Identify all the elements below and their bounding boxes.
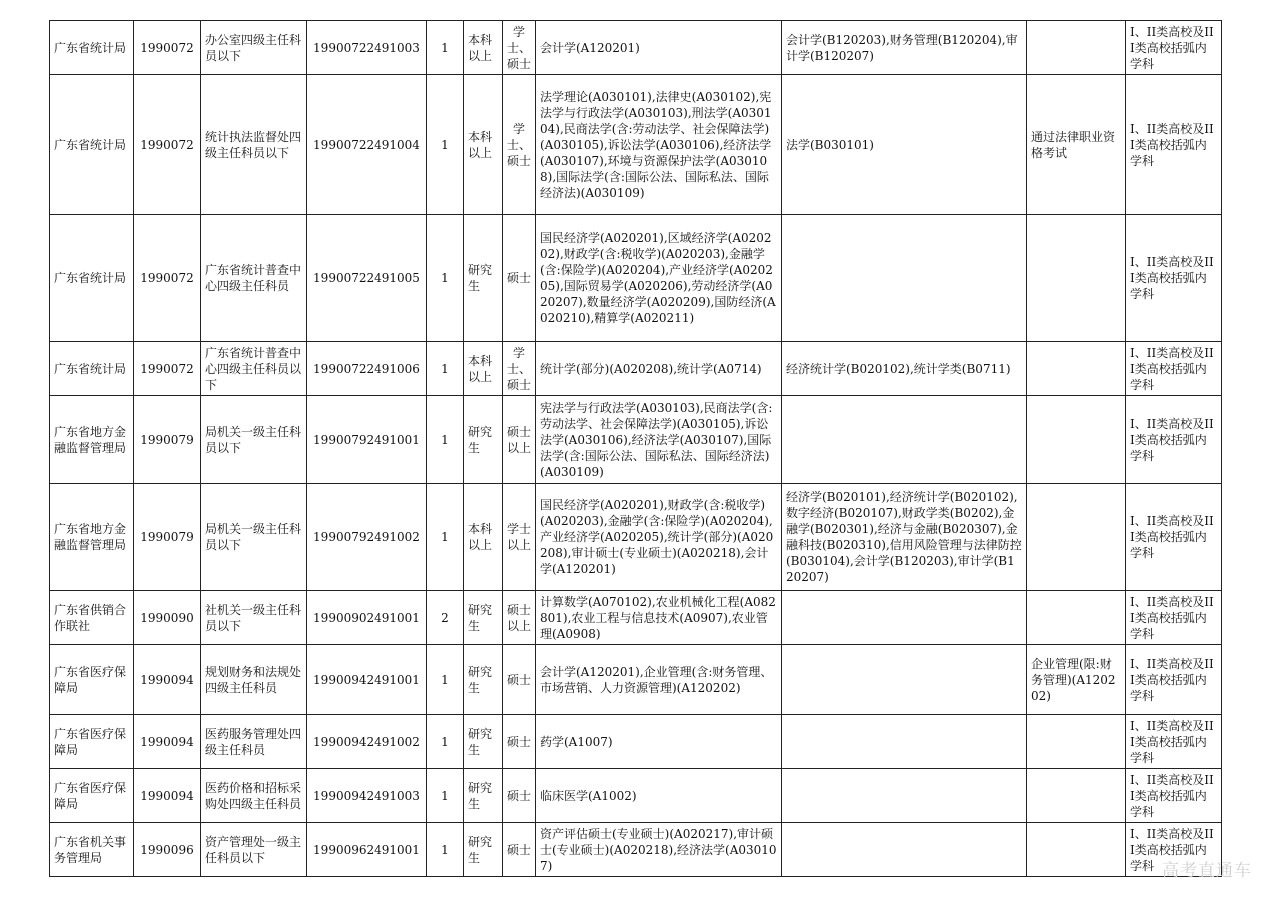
undergrad-major-cell — [782, 769, 1027, 823]
school-requirement-cell: I、II类高校及III类高校括弧内学科 — [1126, 342, 1222, 396]
position-code-cell: 19900722491006 — [307, 342, 427, 396]
hire-count-cell: 1 — [427, 396, 464, 484]
unit-code-cell: 1990094 — [134, 769, 201, 823]
other-requirement-cell — [1027, 591, 1126, 645]
position-cell: 广东省统计普查中心四级主任科员以下 — [201, 342, 307, 396]
position-cell: 社机关一级主任科员以下 — [201, 591, 307, 645]
graduate-major-cell: 国民经济学(A020201),财政学(含:税收学)(A020203),金融学(含:保险学)(A020204),产业经济学(A020205),统计学(部分)(A020208),审计硕士(专业硕士)(A020218),会计学(A120201) — [536, 484, 782, 591]
watermark-text: 高考直通车 — [1162, 861, 1252, 881]
degree-cell: 硕士 — [503, 215, 536, 342]
graduate-major-cell: 会计学(A120201) — [536, 21, 782, 75]
education-cell: 本科以上 — [464, 21, 503, 75]
school-requirement-cell: I、II类高校及III类高校括弧内学科 — [1126, 715, 1222, 769]
graduate-major-cell: 药学(A1007) — [536, 715, 782, 769]
undergrad-major-cell — [782, 823, 1027, 877]
position-code-cell: 19900722491003 — [307, 21, 427, 75]
undergrad-major-cell — [782, 396, 1027, 484]
school-requirement-cell: I、II类高校及III类高校括弧内学科 — [1126, 484, 1222, 591]
education-cell: 研究生 — [464, 215, 503, 342]
position-cell: 统计执法监督处四级主任科员以下 — [201, 75, 307, 215]
undergrad-major-cell: 法学(B030101) — [782, 75, 1027, 215]
position-cell: 规划财务和法规处四级主任科员 — [201, 645, 307, 715]
position-cell: 办公室四级主任科员以下 — [201, 21, 307, 75]
unit-code-cell: 1990072 — [134, 21, 201, 75]
undergrad-major-cell — [782, 715, 1027, 769]
table-row — [50, 823, 1222, 877]
graduate-major-cell: 资产评估硕士(专业硕士)(A020217),审计硕士(专业硕士)(A020218),经济法学(A030107) — [536, 823, 782, 877]
undergrad-major-cell: 会计学(B120203),财务管理(B120204),审计学(B120207) — [782, 21, 1027, 75]
graduate-major-cell: 法学理论(A030101),法律史(A030102),宪法学与行政法学(A030103),刑法学(A030104),民商法学(含:劳动法学、社会保障法学)(A030105),诉讼法学(A030106),经济法学(A030107),环境与资源保护法学(A030108),国际法学(含:国际公法、国际私法、国际经济法)(A030109) — [536, 75, 782, 215]
position-cell: 广东省统计普查中心四级主任科员 — [201, 215, 307, 342]
position-cell: 医药服务管理处四级主任科员 — [201, 715, 307, 769]
education-cell: 本科以上 — [464, 342, 503, 396]
position-code-cell: 19900942491003 — [307, 769, 427, 823]
undergrad-major-cell: 经济学(B020101),经济统计学(B020102),数字经济(B020107),财政学类(B0202),金融学(B020301),经济与金融(B020307),金融科技(B020310),信用风险管理与法律防控(B030104),会计学(B120203),审计学(B120207) — [782, 484, 1027, 591]
position-code-cell: 19900942491002 — [307, 715, 427, 769]
unit-cell: 广东省地方金融监督管理局 — [50, 484, 134, 591]
table-row — [50, 769, 1222, 823]
unit-cell: 广东省医疗保障局 — [50, 645, 134, 715]
hire-count-cell: 1 — [427, 75, 464, 215]
degree-cell: 硕士以上 — [503, 591, 536, 645]
table-row — [50, 484, 1222, 591]
recruitment-table — [49, 20, 1222, 877]
other-requirement-cell — [1027, 769, 1126, 823]
hire-count-cell: 1 — [427, 645, 464, 715]
graduate-major-cell: 统计学(部分)(A020208),统计学(A0714) — [536, 342, 782, 396]
unit-cell: 广东省供销合作联社 — [50, 591, 134, 645]
position-code-cell: 19900962491001 — [307, 823, 427, 877]
unit-code-cell: 1990090 — [134, 591, 201, 645]
other-requirement-cell: 企业管理(限:财务管理)(A120202) — [1027, 645, 1126, 715]
unit-code-cell: 1990079 — [134, 396, 201, 484]
other-requirement-cell — [1027, 823, 1126, 877]
unit-cell: 广东省统计局 — [50, 21, 134, 75]
other-requirement-cell: 通过法律职业资格考试 — [1027, 75, 1126, 215]
school-requirement-cell: I、II类高校及III类高校括弧内学科 — [1126, 769, 1222, 823]
unit-code-cell: 1990072 — [134, 342, 201, 396]
degree-cell: 硕士 — [503, 715, 536, 769]
education-cell: 研究生 — [464, 715, 503, 769]
unit-code-cell: 1990094 — [134, 715, 201, 769]
graduate-major-cell: 临床医学(A1002) — [536, 769, 782, 823]
other-requirement-cell — [1027, 484, 1126, 591]
table-row — [50, 215, 1222, 342]
education-cell: 研究生 — [464, 823, 503, 877]
degree-cell: 硕士以上 — [503, 396, 536, 484]
other-requirement-cell — [1027, 215, 1126, 342]
degree-cell: 硕士 — [503, 645, 536, 715]
hire-count-cell: 1 — [427, 484, 464, 591]
degree-cell: 学士、硕士 — [503, 342, 536, 396]
table-row — [50, 75, 1222, 215]
unit-code-cell: 1990096 — [134, 823, 201, 877]
hire-count-cell: 1 — [427, 215, 464, 342]
school-requirement-cell: I、II类高校及III类高校括弧内学科 — [1126, 823, 1222, 877]
education-cell: 本科以上 — [464, 75, 503, 215]
school-requirement-cell: I、II类高校及III类高校括弧内学科 — [1126, 591, 1222, 645]
hire-count-cell: 1 — [427, 769, 464, 823]
other-requirement-cell — [1027, 21, 1126, 75]
graduate-major-cell: 会计学(A120201),企业管理(含:财务管理、市场营销、人力资源管理)(A120202) — [536, 645, 782, 715]
unit-code-cell: 1990072 — [134, 215, 201, 342]
education-cell: 研究生 — [464, 645, 503, 715]
unit-code-cell: 1990079 — [134, 484, 201, 591]
unit-code-cell: 1990094 — [134, 645, 201, 715]
unit-cell: 广东省统计局 — [50, 215, 134, 342]
school-requirement-cell: I、II类高校及III类高校括弧内学科 — [1126, 21, 1222, 75]
hire-count-cell: 1 — [427, 823, 464, 877]
table-body — [50, 21, 1222, 877]
table-row — [50, 591, 1222, 645]
degree-cell: 硕士 — [503, 769, 536, 823]
degree-cell: 硕士 — [503, 823, 536, 877]
degree-cell: 学士以上 — [503, 484, 536, 591]
graduate-major-cell: 国民经济学(A020201),区域经济学(A020202),财政学(含:税收学)(A020203),金融学(含:保险学)(A020204),产业经济学(A020205),国际贸易学(A020206),劳动经济学(A020207),数量经济学(A020209),国防经济(A020210),精算学(A020211) — [536, 215, 782, 342]
position-code-cell: 19900722491004 — [307, 75, 427, 215]
graduate-major-cell: 宪法学与行政法学(A030103),民商法学(含:劳动法学、社会保障法学)(A030105),诉讼法学(A030106),经济法学(A030107),国际法学(含:国际公法、国际私法、国际经济法)(A030109) — [536, 396, 782, 484]
unit-cell: 广东省统计局 — [50, 75, 134, 215]
other-requirement-cell — [1027, 715, 1126, 769]
undergrad-major-cell: 经济统计学(B020102),统计学类(B0711) — [782, 342, 1027, 396]
education-cell: 本科以上 — [464, 484, 503, 591]
position-cell: 资产管理处一级主任科员以下 — [201, 823, 307, 877]
hire-count-cell: 1 — [427, 715, 464, 769]
other-requirement-cell — [1027, 342, 1126, 396]
hire-count-cell: 1 — [427, 21, 464, 75]
position-code-cell: 19900722491005 — [307, 215, 427, 342]
undergrad-major-cell — [782, 215, 1027, 342]
education-cell: 研究生 — [464, 591, 503, 645]
school-requirement-cell: I、II类高校及III类高校括弧内学科 — [1126, 396, 1222, 484]
unit-cell: 广东省机关事务管理局 — [50, 823, 134, 877]
school-requirement-cell: I、II类高校及III类高校括弧内学科 — [1126, 645, 1222, 715]
position-code-cell: 19900902491001 — [307, 591, 427, 645]
other-requirement-cell — [1027, 396, 1126, 484]
unit-cell: 广东省地方金融监督管理局 — [50, 396, 134, 484]
position-cell: 局机关一级主任科员以下 — [201, 484, 307, 591]
unit-cell: 广东省医疗保障局 — [50, 715, 134, 769]
degree-cell: 学士、硕士 — [503, 75, 536, 215]
table-row — [50, 715, 1222, 769]
position-code-cell: 19900792491001 — [307, 396, 427, 484]
undergrad-major-cell — [782, 591, 1027, 645]
education-cell: 研究生 — [464, 396, 503, 484]
undergrad-major-cell — [782, 645, 1027, 715]
school-requirement-cell: I、II类高校及III类高校括弧内学科 — [1126, 215, 1222, 342]
position-cell: 局机关一级主任科员以下 — [201, 396, 307, 484]
graduate-major-cell: 计算数学(A070102),农业机械化工程(A082801),农业工程与信息技术(A0907),农业管理(A0908) — [536, 591, 782, 645]
position-cell: 医药价格和招标采购处四级主任科员 — [201, 769, 307, 823]
table-row — [50, 21, 1222, 75]
position-code-cell: 19900942491001 — [307, 645, 427, 715]
unit-cell: 广东省医疗保障局 — [50, 769, 134, 823]
position-code-cell: 19900792491002 — [307, 484, 427, 591]
hire-count-cell: 2 — [427, 591, 464, 645]
unit-cell: 广东省统计局 — [50, 342, 134, 396]
school-requirement-cell: I、II类高校及III类高校括弧内学科 — [1126, 75, 1222, 215]
education-cell: 研究生 — [464, 769, 503, 823]
degree-cell: 学士、硕士 — [503, 21, 536, 75]
table-row — [50, 342, 1222, 396]
table-row — [50, 645, 1222, 715]
hire-count-cell: 1 — [427, 342, 464, 396]
unit-code-cell: 1990072 — [134, 75, 201, 215]
table-row — [50, 396, 1222, 484]
